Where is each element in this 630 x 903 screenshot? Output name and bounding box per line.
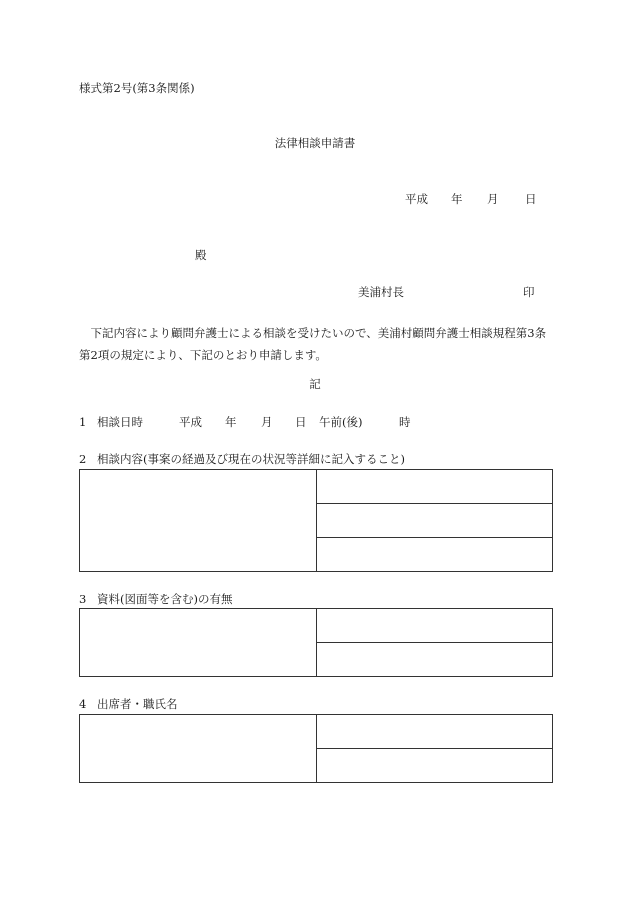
- body-paragraph: 下記内容により顧問弁護士による相談を受けたいので、美浦村顧問弁護士相談規程第3条第2項の規定により、下記のとおり申請します。: [79, 326, 547, 362]
- ki-heading: 記: [309, 377, 321, 391]
- item-1: [79, 417, 411, 429]
- attendees-main-cell[interactable]: [80, 715, 317, 783]
- attendees-line-2[interactable]: [317, 749, 553, 783]
- item-4-label: 出席者・職氏名: [97, 697, 178, 711]
- date-day: 日: [525, 192, 537, 206]
- item-2-number: 2: [79, 452, 87, 466]
- item-1-era: 平成: [179, 415, 202, 429]
- materials-line-2[interactable]: [317, 643, 553, 677]
- materials-table: [79, 608, 553, 677]
- item-1-year: 年: [225, 415, 237, 429]
- item-4-number: 4: [79, 697, 87, 711]
- attendees-line-1[interactable]: [317, 715, 553, 749]
- date-line: [405, 194, 537, 206]
- item-3-number: 3: [79, 592, 87, 606]
- content-table: [79, 469, 553, 572]
- item-2: [79, 454, 405, 466]
- item-4: [79, 699, 178, 711]
- form-id: 様式第2号(第3条関係): [79, 81, 195, 95]
- content-line-1[interactable]: [317, 470, 553, 504]
- date-era: 平成: [405, 192, 428, 206]
- date-month: 月: [487, 192, 499, 206]
- item-2-label: 相談内容(事案の経過及び現在の状況等詳細に記入すること): [97, 452, 405, 466]
- attendees-table: [79, 714, 553, 783]
- seal-mark: 印: [523, 285, 535, 299]
- content-line-3[interactable]: [317, 538, 553, 572]
- item-3-label: 資料(図面等を含む)の有無: [97, 592, 233, 606]
- materials-main-cell[interactable]: [80, 609, 317, 677]
- content-line-2[interactable]: [317, 504, 553, 538]
- item-1-label: 相談日時: [97, 415, 143, 429]
- item-1-month: 月: [261, 415, 273, 429]
- page-title: 法律相談申請書: [274, 136, 356, 150]
- date-year: 年: [451, 192, 463, 206]
- item-1-day: 日: [295, 415, 307, 429]
- materials-line-1[interactable]: [317, 609, 553, 643]
- item-1-hour: 時: [399, 415, 411, 429]
- issuer-name: 美浦村長: [358, 285, 404, 299]
- addressee-suffix: 殿: [195, 248, 207, 262]
- item-1-number: 1: [79, 415, 87, 429]
- content-main-cell[interactable]: [80, 470, 317, 572]
- item-1-ampm: 午前(後): [319, 415, 363, 429]
- item-3: [79, 594, 232, 606]
